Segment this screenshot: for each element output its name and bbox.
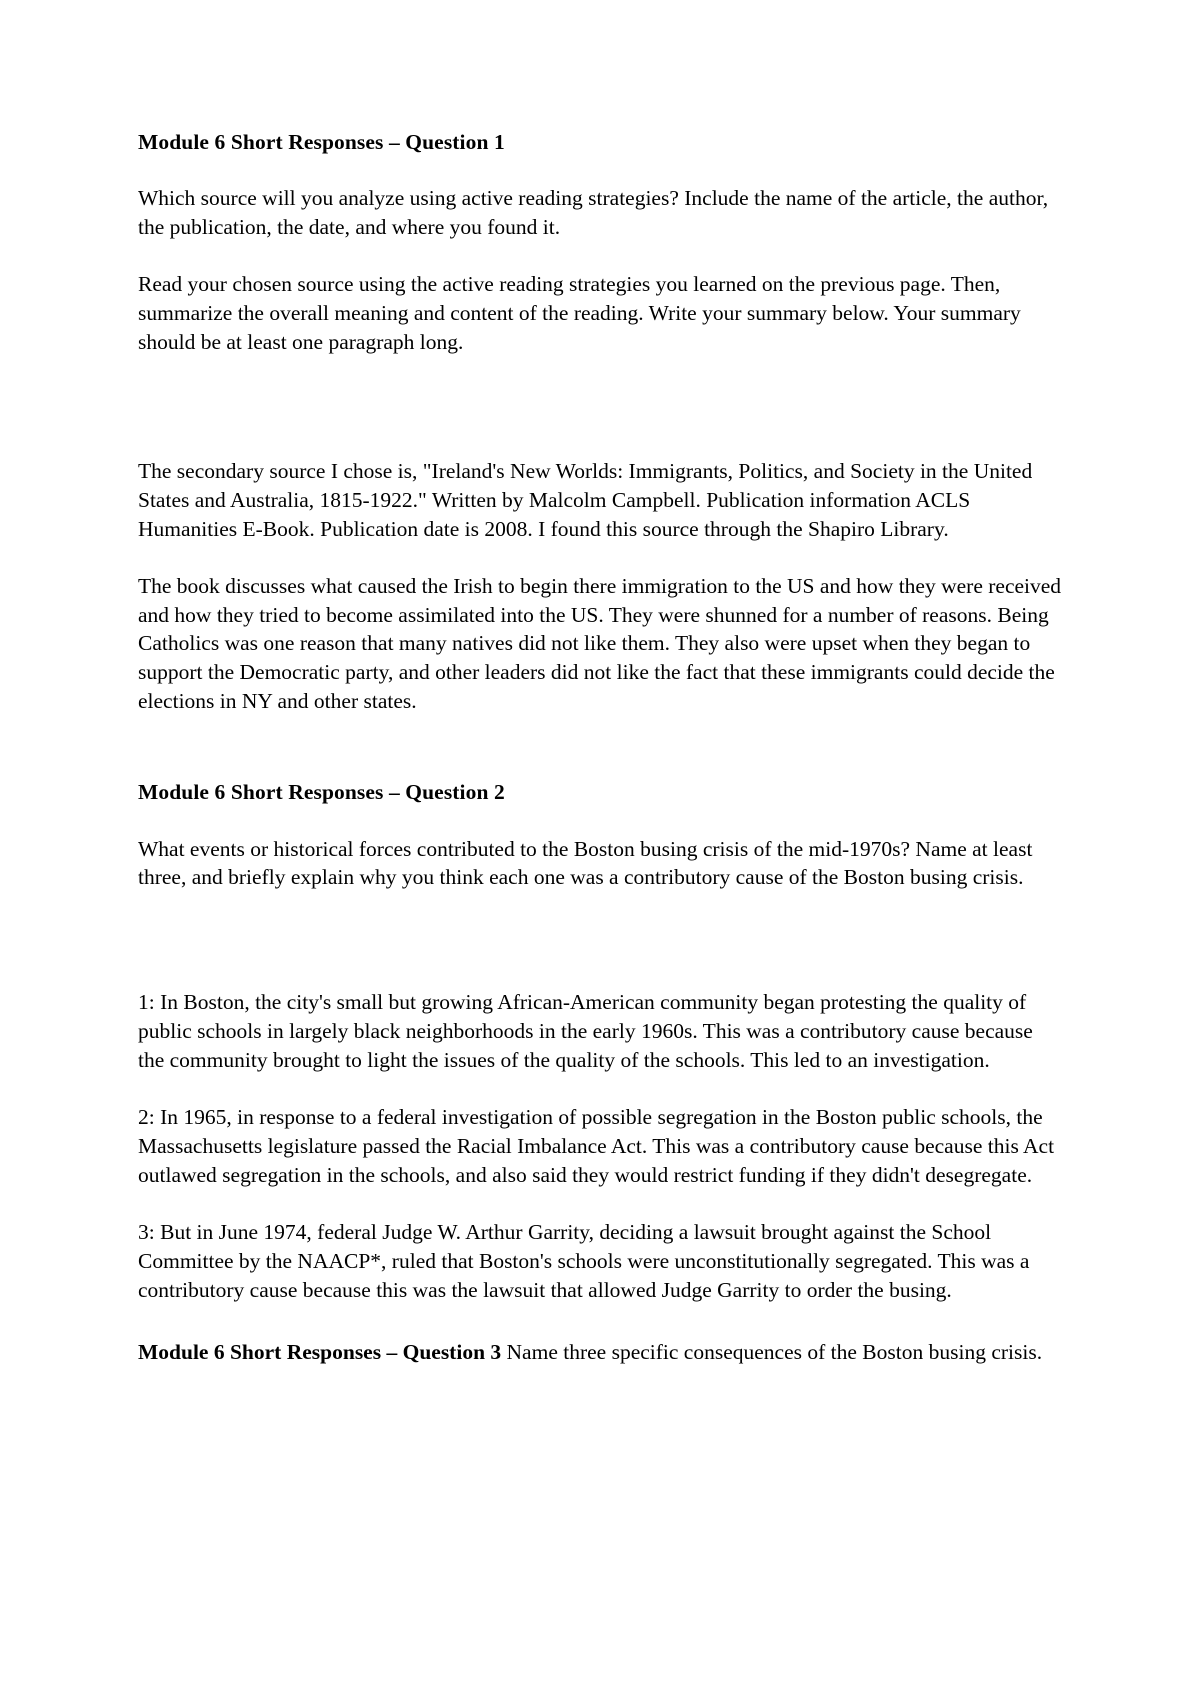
spacer [138, 716, 1064, 778]
spacer [138, 1190, 1064, 1218]
spacer [138, 892, 1064, 988]
question-1-prompt-part-2: Read your chosen source using the active reading strategies you learned on the previous page. Then, summarize the overall meaning and content of the reading. Write your summary below. Your summary should be at least one paragraph long. [138, 272, 1021, 354]
question-2-answer-cause-3: 3: But in June 1974, federal Judge W. Arthur Garrity, deciding a lawsuit brought against the School Committee by the NAACP*, ruled that Boston's schools were unconstitutionally segregated. This was a contributory cause because this was the lawsuit that allowed Judge Garrity to order the busing. [138, 1219, 1030, 1302]
spacer [138, 357, 1064, 457]
question-2-answer-cause-1: 1: In Boston, the city's small but growing African-American community began protesting the quality of public schools in largely black neighborhoods in the early 1960s. This was a contributory cause because the community brought to light the issues of the quality of the schools. This led to an investigation. [138, 990, 1033, 1073]
spacer [138, 242, 1064, 270]
document-body [138, 128, 1064, 1366]
question-3-prompt: Name three specific consequences of the Boston busing crisis. [501, 1339, 1043, 1364]
spacer [138, 807, 1064, 835]
question-1-answer-source: The secondary source I chose is, "Ireland's New Worlds: Immigrants, Politics, and Society in the United States and Australia, 1815-1922." Written by Malcolm Campbell. Publication information ACLS Humanities E-Book. Publication date is 2008. I found this source through the Shapiro Library. [138, 458, 1033, 541]
spacer [138, 1305, 1064, 1338]
question-3-heading-line [138, 1338, 1064, 1367]
question-3-heading: Module 6 Short Responses – Question 3 [138, 1339, 502, 1364]
spacer [138, 156, 1064, 184]
question-2-heading: Module 6 Short Responses – Question 2 [138, 780, 505, 805]
question-1-prompt-part-1: Which source will you analyze using active reading strategies? Include the name of the article, the author, the publication, the date, and where you found it. [138, 186, 1049, 240]
spacer [138, 544, 1064, 572]
question-2-answer-cause-2: 2: In 1965, in response to a federal investigation of possible segregation in the Boston public schools, the Massachusetts legislature passed the Racial Imbalance Act. This was a contributory cause because this Act outlawed segregation in the schools, and also said they would restrict funding if they didn't desegregate. [138, 1105, 1055, 1187]
question-1-answer-summary: The book discusses what caused the Irish to begin there immigration to the US and how they were received and how they tried to become assimilated into the US. They were shunned for a number of reasons. Being Catholics was one reason that many natives did not like them. They also were upset when they began to support the Democratic party, and other leaders did not like the fact that these immigrants could decide the elections in NY and other states. [138, 573, 1062, 714]
spacer [138, 1075, 1064, 1103]
question-1-heading: Module 6 Short Responses – Question 1 [138, 130, 505, 154]
question-2-prompt: What events or historical forces contributed to the Boston busing crisis of the mid-1970s? Name at least three, and briefly explain why you think each one was a contributory cause of the Boston busing crisis. [138, 836, 1033, 890]
